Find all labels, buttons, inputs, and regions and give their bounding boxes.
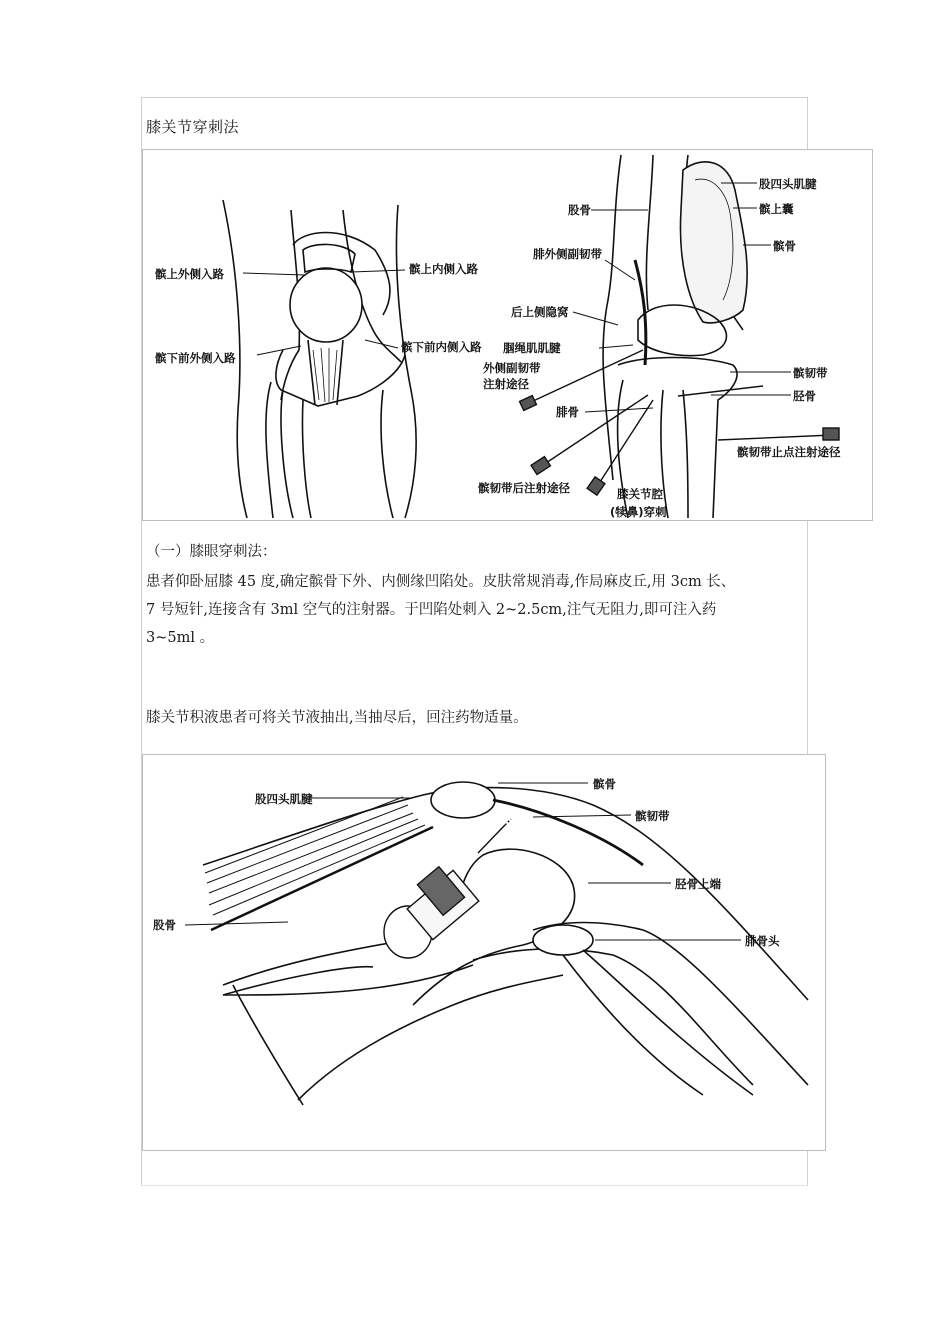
lateral-view xyxy=(603,155,747,518)
label-knee-joint-cavity: 膝关节腔 xyxy=(617,487,663,501)
label-patellar-ligament-2: 髌韧带 xyxy=(635,809,670,823)
label-lateral-collateral: 外侧副韧带 xyxy=(483,361,541,375)
label-posterolateral-recess: 后上侧隐窝 xyxy=(511,305,569,319)
knee-puncture-drawing xyxy=(143,755,825,1150)
label-injection-path: 注射途径 xyxy=(483,377,529,391)
label-patellar-posterior: 髌韧带后注射途径 xyxy=(478,481,570,495)
knee-anatomy-drawing xyxy=(143,150,872,520)
label-tibial-upper-end: 胫骨上端 xyxy=(675,877,721,891)
label-popliteus-tendon: 腘绳肌肌腱 xyxy=(503,341,561,355)
paragraph-line: 7 号短针,连接含有 3ml 空气的注射器。于凹陷处刺入 2~2.5cm,注气无阻力,即可注入药 xyxy=(146,602,717,618)
anterior-view xyxy=(223,200,416,518)
label-femur-2: 股骨 xyxy=(153,918,176,932)
label-patella: 髌骨 xyxy=(773,239,796,253)
label-quadriceps-tendon: 股四头肌腱 xyxy=(759,177,817,191)
label-fibula: 腓骨 xyxy=(556,405,579,419)
label-superolateral: 髌上外侧入路 xyxy=(155,267,224,281)
page-title: 膝关节穿刺法 xyxy=(146,118,240,136)
procedure-paragraph xyxy=(146,568,806,652)
label-tibia: 胫骨 xyxy=(793,389,816,403)
label-patella-2: 髌骨 xyxy=(593,777,616,791)
label-patellar-insertion: 髌韧带止点注射途径 xyxy=(737,445,841,459)
label-fibular-collateral: 腓外侧副韧带 xyxy=(533,247,602,261)
label-femur: 股骨 xyxy=(568,203,591,217)
label-quadriceps-tendon-2: 股四头肌腱 xyxy=(255,792,313,806)
label-suprapatellar-bursa: 髌上囊 xyxy=(759,202,794,216)
effusion-paragraph: 膝关节积液患者可将关节液抽出,当抽尽后，回注药物适量。 xyxy=(146,710,528,726)
injection-needles xyxy=(520,350,839,495)
knee-section xyxy=(203,782,808,1105)
section-heading: （一）膝眼穿刺法： xyxy=(146,544,277,560)
paragraph-line: 患者仰卧屈膝 45 度,确定髌骨下外、内侧缘凹陷处。皮肤常规消毒,作局麻皮丘,用 3cm 长、 xyxy=(146,574,736,590)
figure-knee-puncture xyxy=(142,754,826,1151)
label-patellar-ligament: 髌韧带 xyxy=(793,366,828,380)
paragraph-line: 3~5ml 。 xyxy=(146,630,215,646)
label-inferomedial: 髌下前内侧入路 xyxy=(401,340,482,354)
label-inferolateral: 髌下前外侧入路 xyxy=(155,351,236,365)
figure-knee-anatomy xyxy=(142,149,873,521)
label-superomedial: 髌上内侧入路 xyxy=(409,262,478,276)
label-knee-eye-puncture: (犊鼻)穿刺 xyxy=(610,505,667,519)
label-fibular-head: 腓骨头 xyxy=(745,934,780,948)
